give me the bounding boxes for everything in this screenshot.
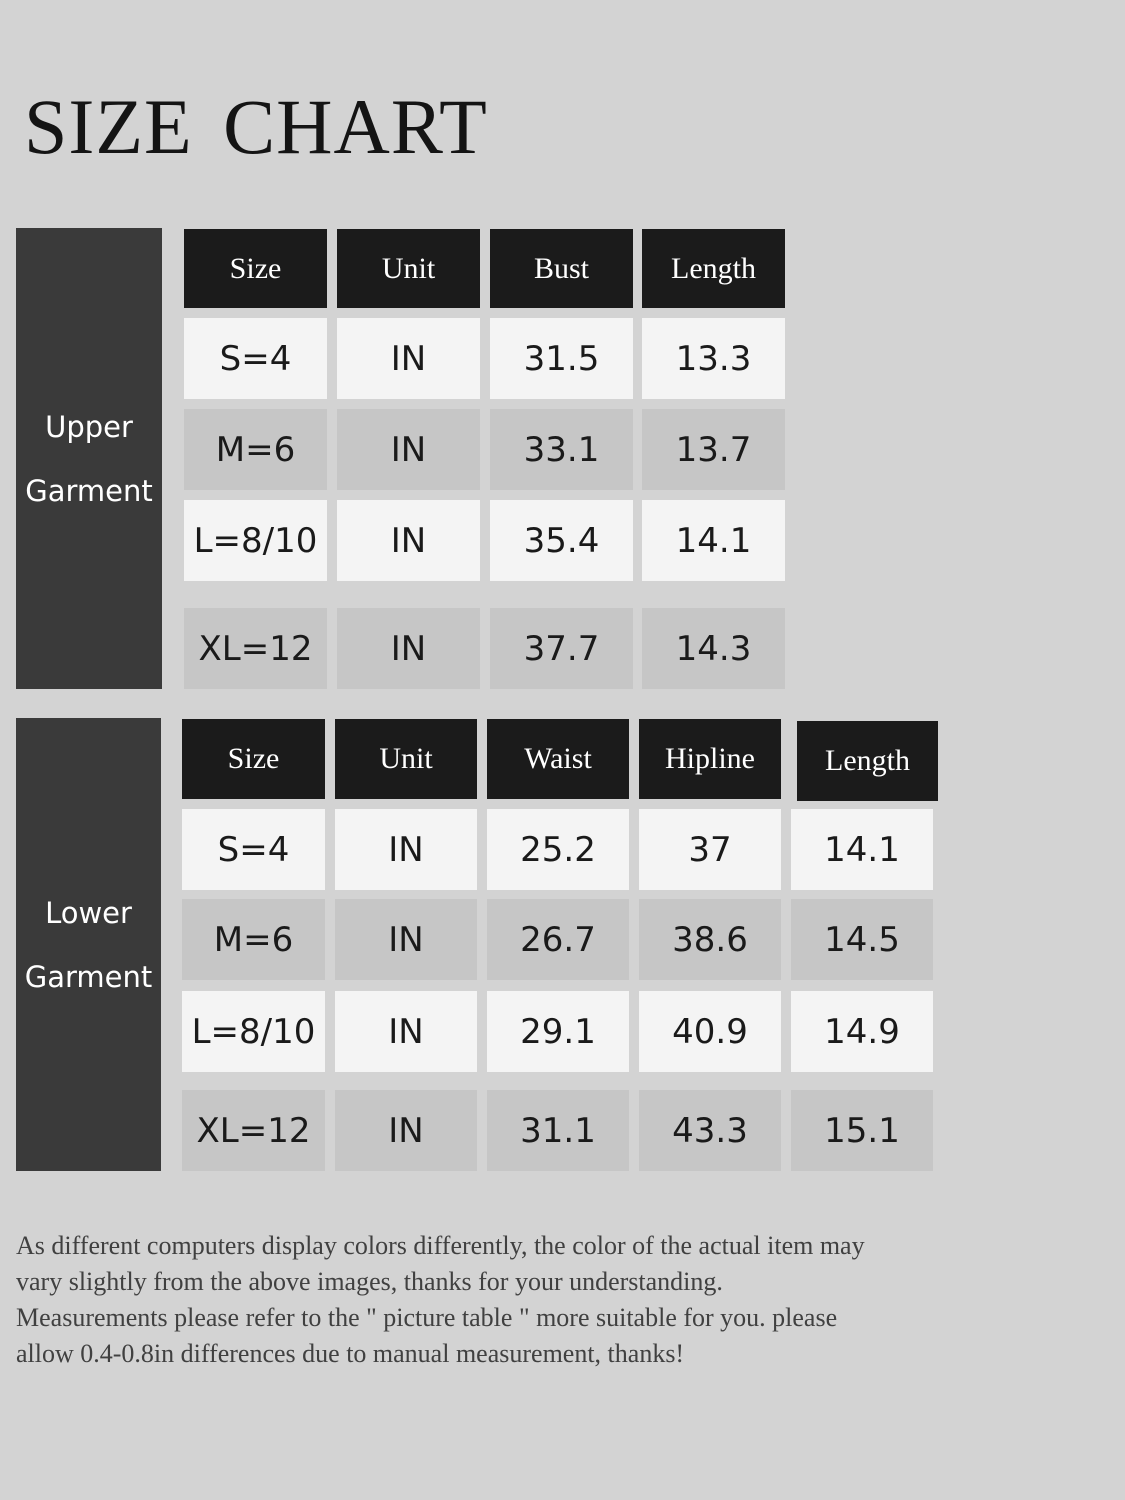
cell-unit-xl-12: IN	[337, 608, 480, 689]
cell-waist-m-6: 26.7	[487, 899, 629, 980]
upper-garment-label-line2: Garment	[25, 473, 153, 508]
disclaimer-note	[16, 1228, 1016, 1372]
page-title: SIZE CHART	[24, 83, 488, 170]
cell-unit-s-4: IN	[335, 809, 477, 890]
cell-size-s-4: S=4	[184, 318, 327, 399]
header-length: Length	[642, 229, 785, 308]
note-line: vary slightly from the above images, thanks for your understanding.	[16, 1267, 723, 1296]
note-line: As different computers display colors differently, the color of the actual item may	[16, 1231, 865, 1260]
cell-unit-xl-12: IN	[335, 1090, 477, 1171]
header-length: Length	[797, 721, 938, 801]
cell-unit-m-6: IN	[335, 899, 477, 980]
cell-size-l-8-10: L=8/10	[184, 500, 327, 581]
header-bust: Bust	[490, 229, 633, 308]
cell-length-s-4: 13.3	[642, 318, 785, 399]
cell-waist-xl-12: 31.1	[487, 1090, 629, 1171]
upper-garment-label	[16, 228, 162, 689]
cell-length-xl-12: 14.3	[642, 608, 785, 689]
cell-hipline-m-6: 38.6	[639, 899, 781, 980]
header-hipline: Hipline	[639, 719, 781, 799]
header-waist: Waist	[487, 719, 629, 799]
cell-size-s-4: S=4	[182, 809, 325, 890]
cell-size-m-6: M=6	[184, 409, 327, 490]
cell-hipline-l-8-10: 40.9	[639, 991, 781, 1072]
cell-unit-m-6: IN	[337, 409, 480, 490]
cell-unit-l-8-10: IN	[335, 991, 477, 1072]
cell-size-m-6: M=6	[182, 899, 325, 980]
lower-garment-label-line2: Garment	[24, 959, 153, 994]
cell-waist-l-8-10: 29.1	[487, 991, 629, 1072]
cell-length-xl-12: 15.1	[791, 1090, 933, 1171]
header-unit: Unit	[335, 719, 477, 799]
cell-waist-s-4: 25.2	[487, 809, 629, 890]
cell-bust-m-6: 33.1	[490, 409, 633, 490]
lower-garment-label	[16, 718, 161, 1171]
cell-length-l-8-10: 14.9	[791, 991, 933, 1072]
header-size: Size	[182, 719, 325, 799]
note-line: Measurements please refer to the " picture table " more suitable for you. please	[16, 1303, 838, 1332]
cell-length-l-8-10: 14.1	[642, 500, 785, 581]
upper-garment-label-line1: Upper	[45, 409, 133, 444]
cell-size-xl-12: XL=12	[184, 608, 327, 689]
cell-size-xl-12: XL=12	[182, 1090, 325, 1171]
cell-size-l-8-10: L=8/10	[182, 991, 325, 1072]
cell-unit-s-4: IN	[337, 318, 480, 399]
cell-hipline-s-4: 37	[639, 809, 781, 890]
cell-length-m-6: 14.5	[791, 899, 933, 980]
header-unit: Unit	[337, 229, 480, 308]
lower-garment-label-line1: Lower	[45, 895, 132, 930]
cell-length-m-6: 13.7	[642, 409, 785, 490]
cell-unit-l-8-10: IN	[337, 500, 480, 581]
header-size: Size	[184, 229, 327, 308]
note-line: allow 0.4-0.8in differences due to manual measurement, thanks!	[16, 1339, 685, 1368]
cell-bust-xl-12: 37.7	[490, 608, 633, 689]
cell-hipline-xl-12: 43.3	[639, 1090, 781, 1171]
cell-bust-l-8-10: 35.4	[490, 500, 633, 581]
cell-bust-s-4: 31.5	[490, 318, 633, 399]
cell-length-s-4: 14.1	[791, 809, 933, 890]
